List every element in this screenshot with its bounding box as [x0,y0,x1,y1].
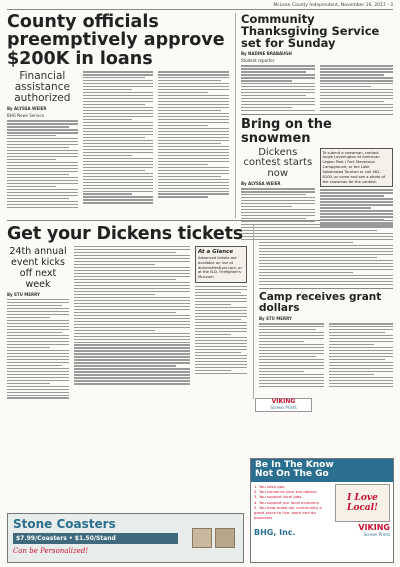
thanksgiving-body-col2 [320,65,394,111]
stone-coasters-ad[interactable] [7,513,244,563]
i-love-local-graphic: I Love Local! [335,484,390,522]
dickens-body-col2 [74,246,190,385]
snowmen-headline: Bring on the snowmen [241,117,332,146]
dickens-sub-a: 24th annual [9,246,67,257]
snowmen-kicker: Dickens contest starts now [243,146,313,179]
coaster-image-2 [215,528,235,548]
viking-ad-small[interactable] [255,398,312,412]
viking-brand: VIKING [358,522,390,532]
county-body-col1 [7,120,78,208]
masthead-text: McLean County Independent, November 16, 2017 - 3 [273,3,393,8]
shop-local-ad[interactable] [250,458,394,563]
viking-sub: Screen Prints [363,531,390,537]
snowmen-story [241,118,393,240]
stone-cta: Can be Personalized! [13,547,89,555]
masthead [7,3,393,10]
camp-story [259,292,393,387]
shop-local-line2: Not On The Go [255,469,329,480]
coaster-images [183,514,243,562]
reason-item: 4. You support our local economy. [254,499,320,505]
county-byline-service: BHG News Service [7,113,44,119]
shop-local-reasons [254,484,332,522]
dickens-sub-b: event kicks off next week [11,257,65,290]
reason-item: 5. You help make our community a great place to live, work and do business! [254,504,322,521]
viking-small-brand: VIKING [271,398,296,405]
snowmen-body-col2 [320,189,394,226]
camp-byline: By STU MERRY [259,316,292,322]
dickens-headline: Get your Dickens tickets [7,224,243,244]
stone-title: Stone Coasters [13,517,116,531]
snowmen-byline: By ALYSSA WEIER [241,181,281,187]
thanksgiving-byline-role: Student reporter [241,58,275,64]
thanksgiving-headline: Community Thanksgiving Service set for Sunday [241,12,380,51]
dickens-byline: By STU MERRY [7,292,40,297]
county-body-col3 [158,71,229,198]
bhg-brand: BHG, Inc. [254,527,296,537]
stone-offer: $7.99/Coasters • $1.50/Stand [13,533,178,544]
camp-headline: Camp receives grant dollars [259,291,382,315]
reason-item: 1. You save gas. [254,483,286,489]
county-headline: County officials preemptively approve $200K in loans [7,12,225,69]
shop-local-line1: Be In The Know [255,460,334,470]
camp-body-col1 [259,323,324,387]
camp-body-col2 [329,323,394,387]
at-a-glance-box [195,246,247,283]
coaster-image-1 [192,528,212,548]
dickens-story [7,224,247,399]
county-byline: By ALYSSA WEIER [7,106,47,112]
dickens-body-col1 [7,299,69,399]
thanksgiving-body-col1 [241,65,315,111]
snowmen-continued [259,224,393,285]
reason-item: 3. You support local jobs. [254,494,303,500]
reason-item: 2. You conserve your tax dollars. [254,489,318,495]
glance-title: At a Glance [198,249,234,255]
glance-text: Advanced tickets are available on line at dickenstfestival.com, or at the N.D. Firefighter's Museum [198,256,242,280]
viking-small-sub: Screen Prints [270,405,297,410]
snowmen-info-box: To submit a snowman, contact Angie Leverington at American Legion Post / Fort Stevenson Campground, or the Lake Sakakawea Tourism or call 462-8100, or come and see a photo of the snowman for the contest. [320,148,394,188]
county-story [7,13,229,218]
county-body-col2 [83,71,154,204]
dickens-body-col3 [195,286,247,374]
county-kicker: Financial assistance authorized [14,70,71,105]
thanksgiving-story [241,13,393,111]
thanksgiving-byline: By NADINE BRABAUGH [241,51,292,57]
